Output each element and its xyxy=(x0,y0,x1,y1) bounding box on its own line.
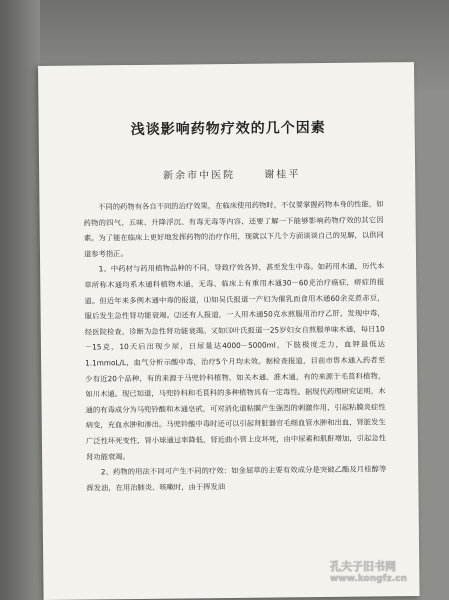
watermark-url: www.kongfz.cn xyxy=(330,574,407,584)
watermark xyxy=(330,560,445,586)
author-name: 谢桂平 xyxy=(264,169,301,181)
background-shadow xyxy=(0,0,40,600)
paragraph-2: 2、药物的用法不同可产生不同的疗效：如金屈草的主要有效成分是突破乙酯及月桂醇等挥发油，在用治肺炎、咳嗽时，由于挥发油 xyxy=(86,464,387,493)
watermark-brand: 孔夫子旧书网 xyxy=(330,560,396,573)
paragraph-1: 1、中药材与药用植物品种的不同，导致疗效各异，甚至发生中毒。如药用木通，历代本草所称木通均系木通科植物木通，无毒、临床上有重用木通30－60克治疗癌症，痹症的报道。但近年来多例木通中毒的报道，⑴如吴氏报道一产妇为催乳而食用木通60余克煮赤豆，服后发生急性肾功能衰竭。⑵还有人报道，一人用木通50克水煎服用治疗乙肝，发现中毒，经医院检查，诊断为急性肾功能衰竭。又如⑶叶氏报道一25岁妇女自煎服单味木通，每日10－15克，10天后出现少尿，日尿量达4000－5000ml，下肢极度乏力，血钾最低达1.1mmoL/L，血气分析示酸中毒，治疗5个月均未效。据检查报道，目前市售木通入药者至少有近20个品种，有的来源于马兜铃科植物，如关木通、淮木通，有的来源于毛茛科植物，如川木通。现已知道，马兜铃科和毛茛科的多种植物具有一定毒性。据现代药理研究证明，木通的有毒成分为马兜铃酸和木通皂甙，可对消化道粘膜产生强烈的刺激作用，引起粘膜炎症性病变，充血水肿和渗出。马兜铃酸中毒时还可以引起肾脏器官毛细血管水肿和出血，肾脏发生广泛性坏死变性，肾小球通过率降低，肾近曲小管上皮坏死，由中尿素和肌酐增加，引起急性肾功能衰竭。 xyxy=(84,261,386,462)
paragraph-intro: 不同的药物有各自不同的治疗效果，在临床使用药物时，不仅要掌握药物本身的性能，如药物的四气、五味、升降浮沉、有毒无毒等内容，还要了解一下能够影响药物疗效的其它因素。为了能在临床上更好地发挥药物的治疗作用，现就以下几个方面谈谈自己的见解，以供同道参考指正。 xyxy=(83,199,384,259)
document-body xyxy=(83,196,386,495)
hospital-name: 新余市中医院 xyxy=(163,169,236,182)
author-line xyxy=(163,164,383,181)
document-title: 浅谈影响药物疗效的几个因素 xyxy=(130,119,326,139)
document-page xyxy=(38,62,420,600)
